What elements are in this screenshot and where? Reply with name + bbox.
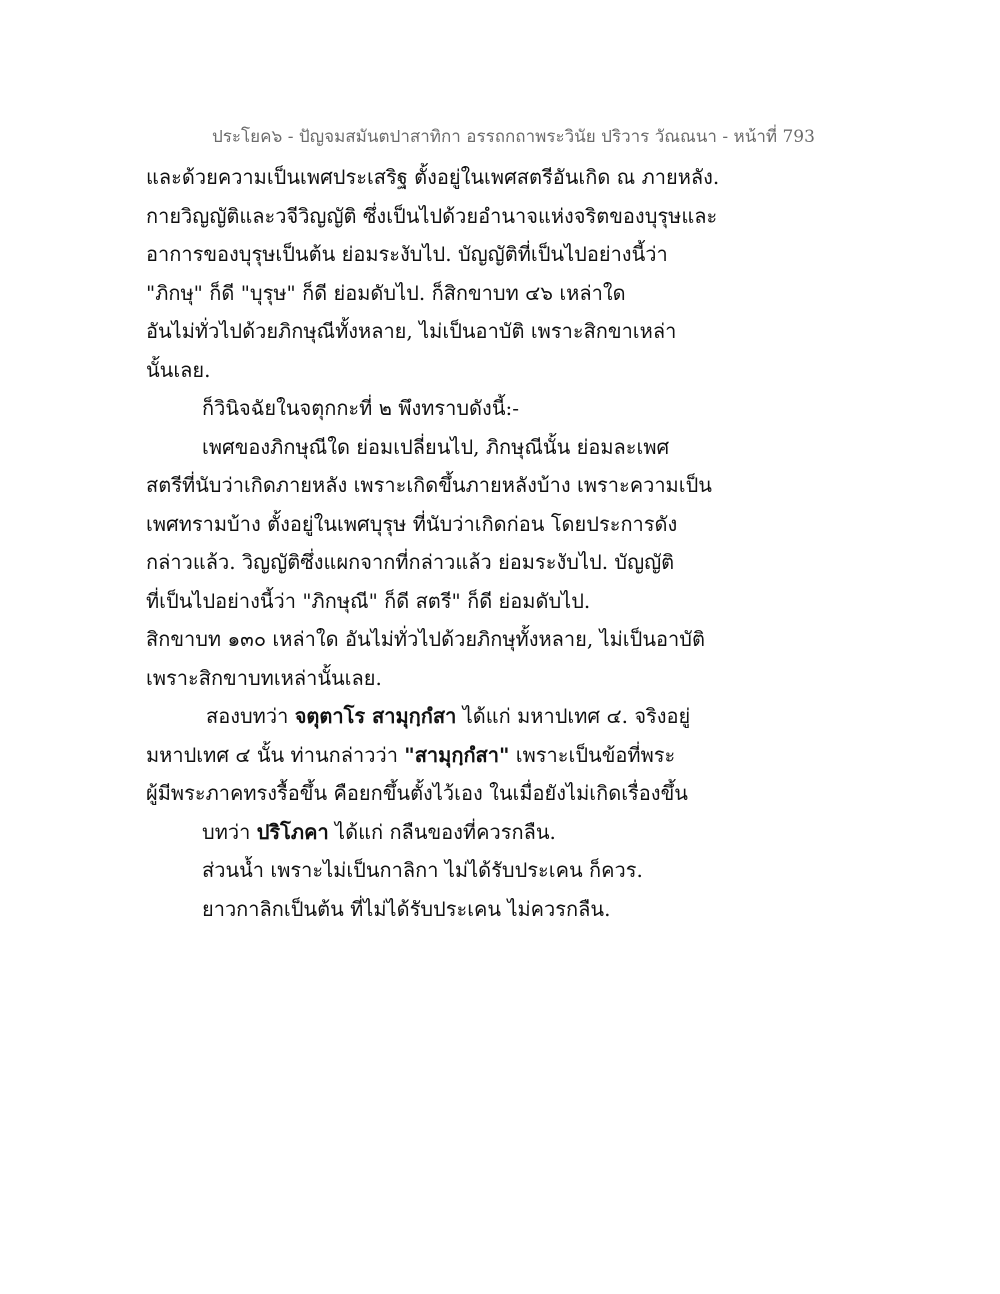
text-line: "ภิกษุ" ก็ดี "บุรุษ" ก็ดี ย่อมดับไป. ก็สิกขาบท ๔๖ เหล่าใด — [146, 280, 626, 305]
text-line: และด้วยความเป็นเพศประเสริฐ ตั้งอยู่ในเพศสตรีอันเกิด ณ ภายหลัง. — [146, 165, 720, 189]
text-line: สิกขาบท ๑๓๐ เหล่าใด อันไม่ทั่วไปด้วยภิกษุทั้งหลาย, ไม่เป็นอาบัติ — [146, 627, 705, 651]
text-line: ผู้มีพระภาคทรงรื้อขึ้น คือยกขึ้นตั้งไว้เอง ในเมื่อยังไม่เกิดเรื่องขึ้น — [146, 781, 688, 805]
text-line — [146, 813, 966, 852]
text-line: อาการของบุรุษเป็นต้น ย่อมระงับไป. บัญญัติที่เป็นไปอย่างนี้ว่า — [146, 242, 668, 266]
text-line: ส่วนน้ำ เพราะไม่เป็นกาลิกา ไม่ได้รับประเคน ก็ควร. — [202, 858, 643, 882]
bold-term: "สามุกฺกํสา" — [404, 742, 510, 767]
text-line: อันไม่ทั่วไปด้วยภิกษุณีทั้งหลาย, ไม่เป็นอาบัติ เพราะสิกขาเหล่า — [146, 319, 677, 343]
text-line: เพศของภิกษุณีใด ย่อมเปลี่ยนไป, ภิกษุณีนั้น ย่อมละเพศ — [202, 434, 670, 459]
text-line — [146, 736, 966, 775]
text-line: ยาวกาลิกเป็นต้น ที่ไม่ได้รับประเคน ไม่ควรกลืน. — [202, 896, 611, 921]
text-run: สองบทว่า — [206, 704, 295, 728]
text-run: เพราะเป็นข้อที่พระ — [509, 742, 676, 767]
text-line: กล่าวแล้ว. วิญญัติซึ่งแผกจากที่กล่าวแล้ว ย่อมระงับไป. บัญญัติ — [146, 550, 675, 574]
page-body — [146, 158, 966, 928]
text-line — [146, 697, 966, 736]
bold-term: จตุตาโร สามุกฺกํสา — [294, 704, 457, 728]
text-line: นั้นเลย. — [146, 357, 211, 382]
text-line: เพราะสิกขาบทเหล่านั้นเลย. — [146, 665, 382, 690]
text-line: กายวิญญัติและวจีวิญญัติ ซึ่งเป็นไปด้วยอำนาจแห่งจริตของบุรุษและ — [146, 203, 718, 228]
text-run: ได้แก่ กลืนของที่ควรกลืน. — [328, 819, 556, 844]
bold-term: ปริโภคา — [256, 819, 329, 844]
text-run: มหาปเทศ ๔ นั้น ท่านกล่าวว่า — [146, 742, 405, 767]
text-line: ก็วินิจฉัยในจตุกกะที่ ๒ พึงทราบดังนี้:- — [202, 396, 519, 420]
page-header: ประโยค๖ - ปัญจมสมันตปาสาทิกา อรรถกถาพระวินัย ปริวาร วัณณนา - หน้าที่ 793 — [212, 127, 815, 147]
text-line: เพศทรามบ้าง ตั้งอยู่ในเพศบุรุษ ที่นับว่าเกิดก่อน โดยประการดัง — [146, 511, 678, 536]
text-run: บทว่า — [202, 819, 257, 844]
text-run: ได้แก่ มหาปเทศ ๔. จริงอยู่ — [456, 704, 691, 728]
text-line: ที่เป็นไปอย่างนี้ว่า "ภิกษุณี" ก็ดี สตรี" ก็ดี ย่อมดับไป. — [146, 588, 591, 613]
text-line: สตรีที่นับว่าเกิดภายหลัง เพราะเกิดขึ้นภายหลังบ้าง เพราะความเป็น — [146, 473, 712, 497]
